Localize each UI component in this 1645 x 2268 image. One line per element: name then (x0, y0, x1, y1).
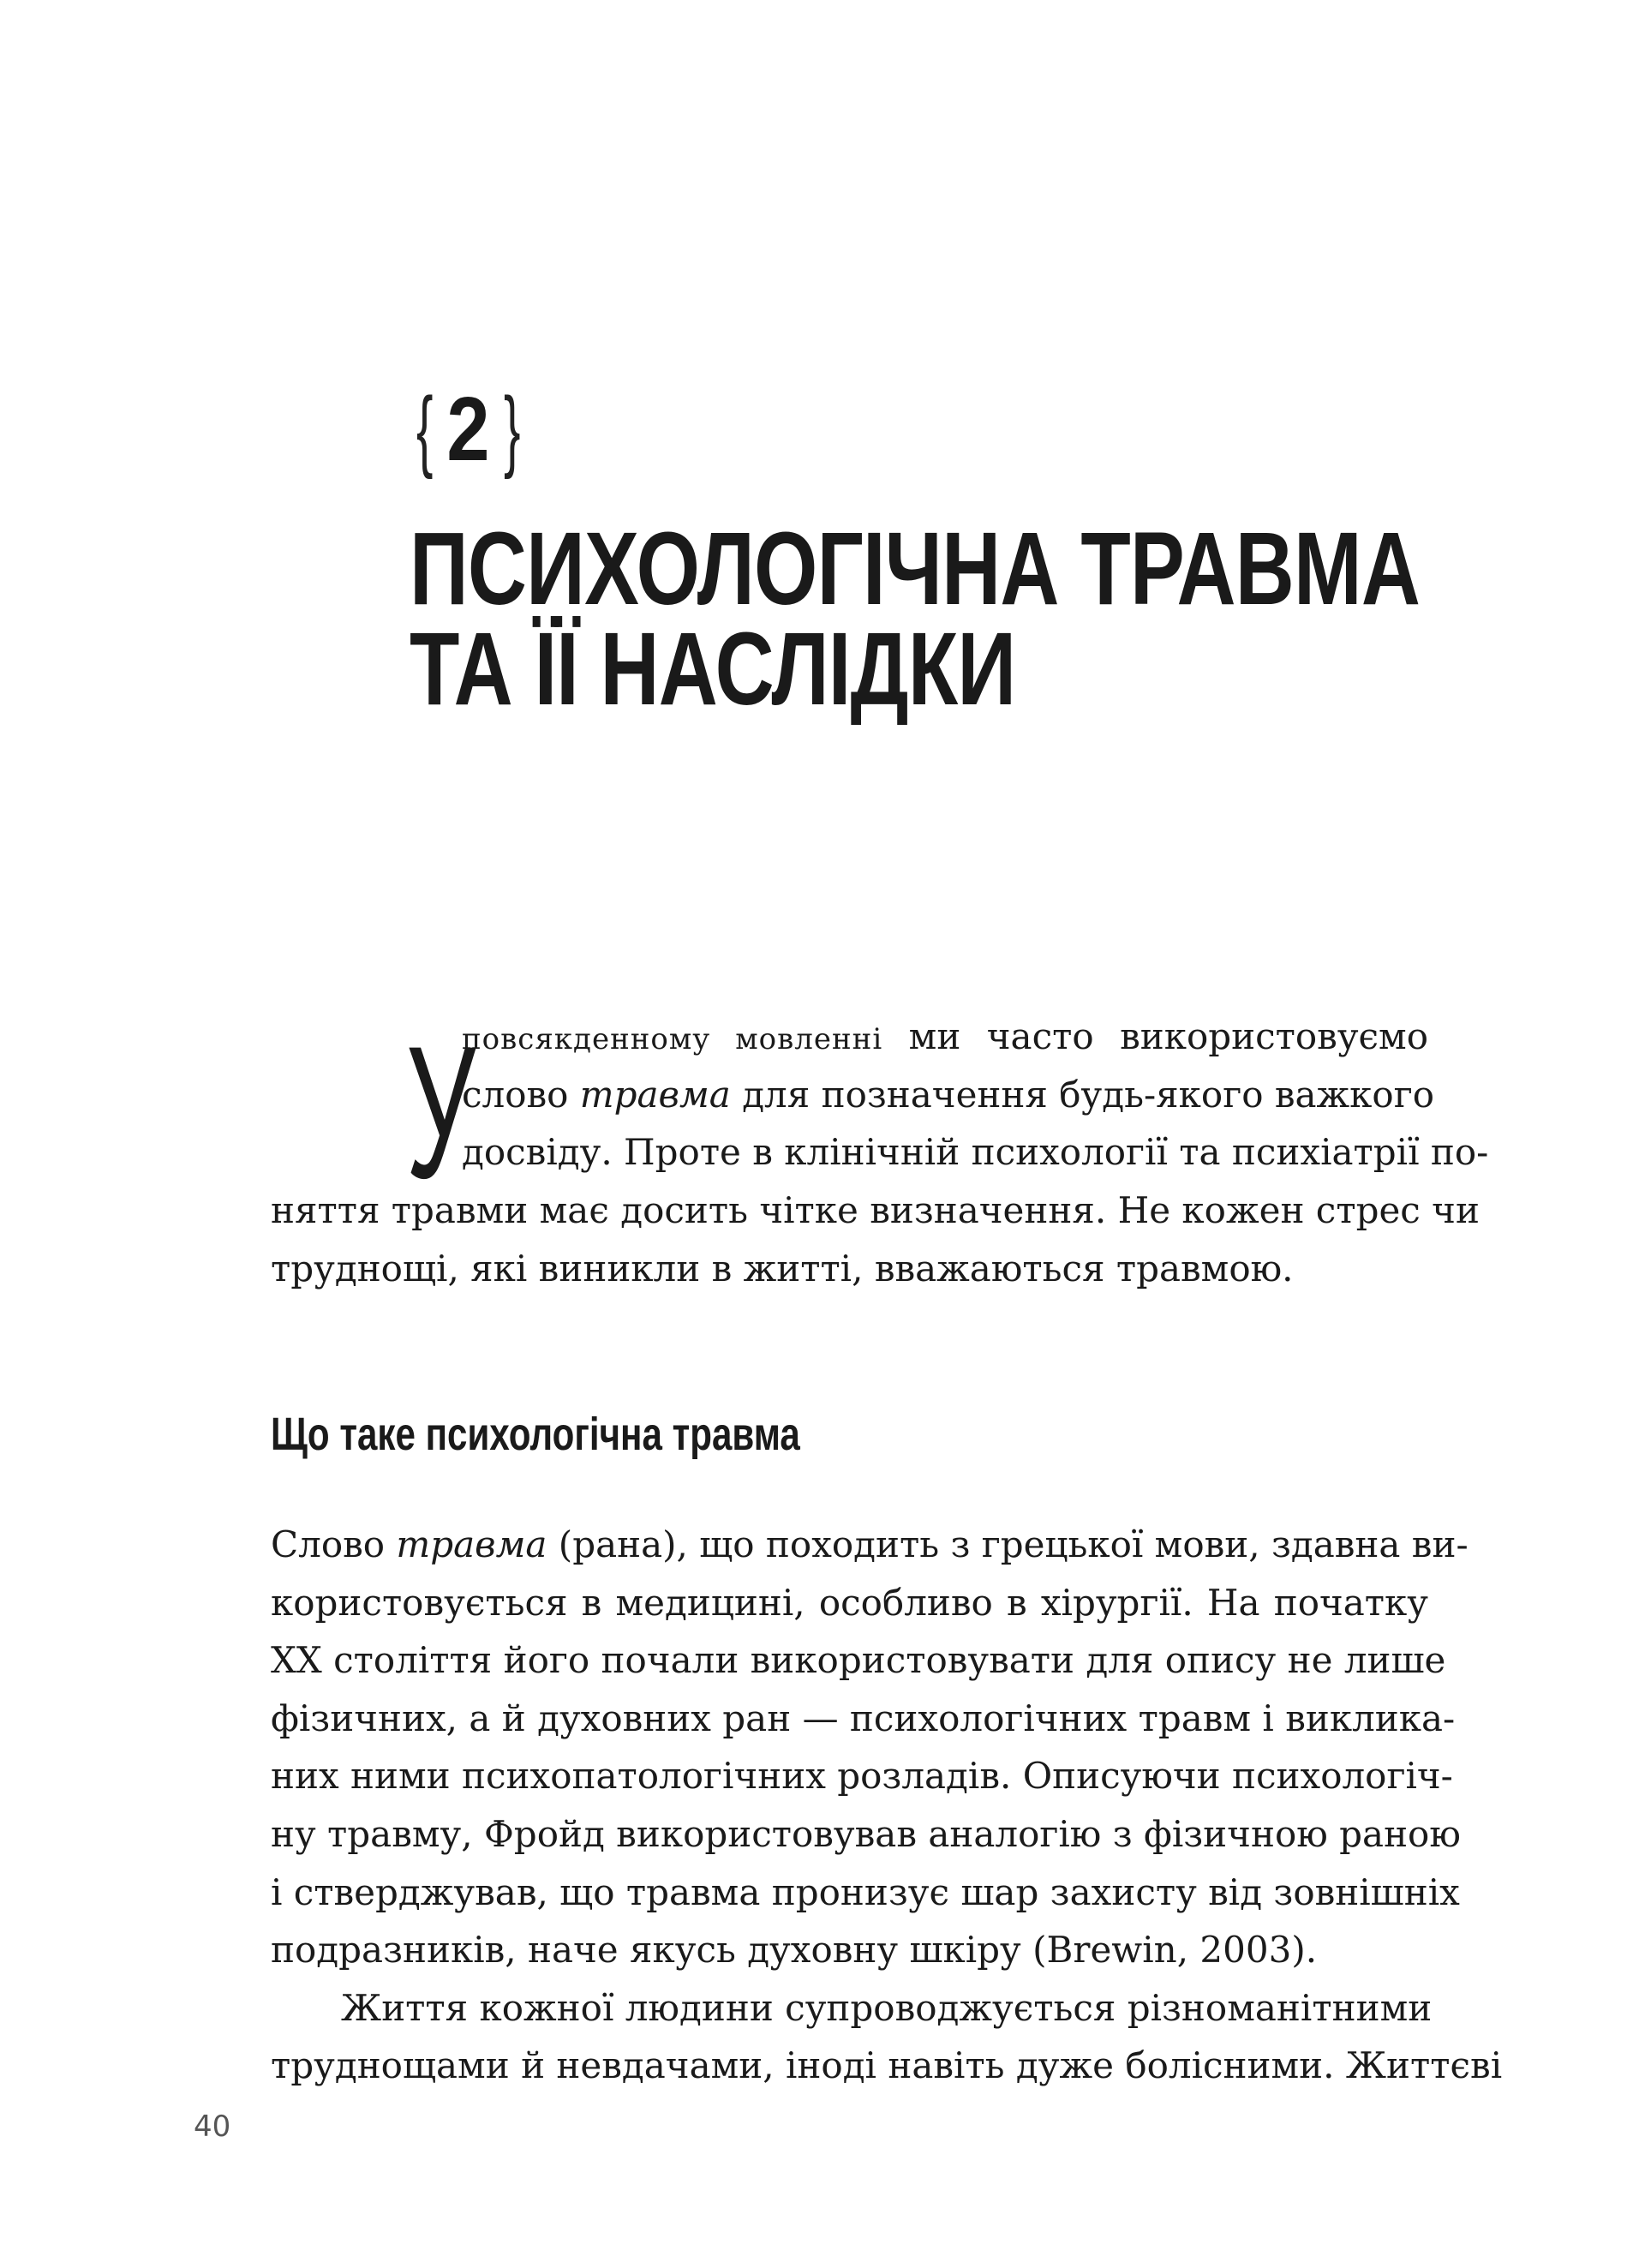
section-heading: Що таке психологічна травма (271, 1409, 800, 1460)
text-line: Життя кожної людини супроводжується різноманітними (341, 1986, 1433, 2029)
chapter-title-line: ТА ЇЇ НАСЛІДКИ (410, 610, 1016, 727)
intro-paragraph (462, 1008, 1489, 1182)
page-number: 40 (194, 2109, 231, 2144)
text-line: XX століття його почали використовувати для опису не лише (271, 1639, 1446, 1682)
text-line: труднощі, які виникли в житті, вважаються травмою. (271, 1247, 1294, 1290)
intro-paragraph-continued (271, 1182, 1480, 1297)
text-line: Слово травма (рана), що походить з грецької мови, здавна ви- (271, 1523, 1469, 1565)
right-brace: } (504, 379, 521, 480)
text-line: них ними психопатологічних розладів. Описуючи психологіч- (271, 1755, 1453, 1798)
drop-cap: У (406, 1007, 476, 1218)
text-line: ну травму, Фройд використовував аналогію з фізичною раною (271, 1812, 1461, 1855)
body-paragraph-1 (271, 1516, 1503, 2095)
chapter-number-digit: 2 (446, 379, 490, 480)
text-line: подразників, наче якусь духовну шкіру (Brewin, 2003). (271, 1929, 1318, 1972)
chapter-title (410, 510, 1645, 727)
text-line: повсякденному мовленні ми часто використовуємо (462, 1015, 1429, 1057)
smallcaps-text: повсякденному мовленні (462, 1022, 883, 1056)
text-line: няття травми має досить чітке визначення. Не кожен стрес чи (271, 1189, 1480, 1231)
text-line: користовується в медицині, особливо в хірургії. На початку (271, 1581, 1428, 1624)
left-brace: { (416, 379, 434, 480)
italic-term: травма (579, 1073, 731, 1116)
text-line: труднощами й невдачами, іноді навіть дуже болісними. Життєві (271, 2044, 1503, 2087)
italic-term: травма (396, 1523, 547, 1565)
text-line: слово травма для позначення будь-якого важкого (462, 1073, 1434, 1116)
chapter-number (410, 379, 528, 480)
text-line: і стверджував, що травма пронизує шар захисту від зовнішніх (271, 1870, 1460, 1913)
chapter-title-line: ПСИХОЛОГІЧНА ТРАВМА (410, 510, 1421, 626)
text-line: досвіду. Проте в клінічній психології та психіатрії по- (462, 1131, 1489, 1174)
text-line: фізичних, а й духовних ран — психологічних травм і виклика- (271, 1697, 1456, 1739)
